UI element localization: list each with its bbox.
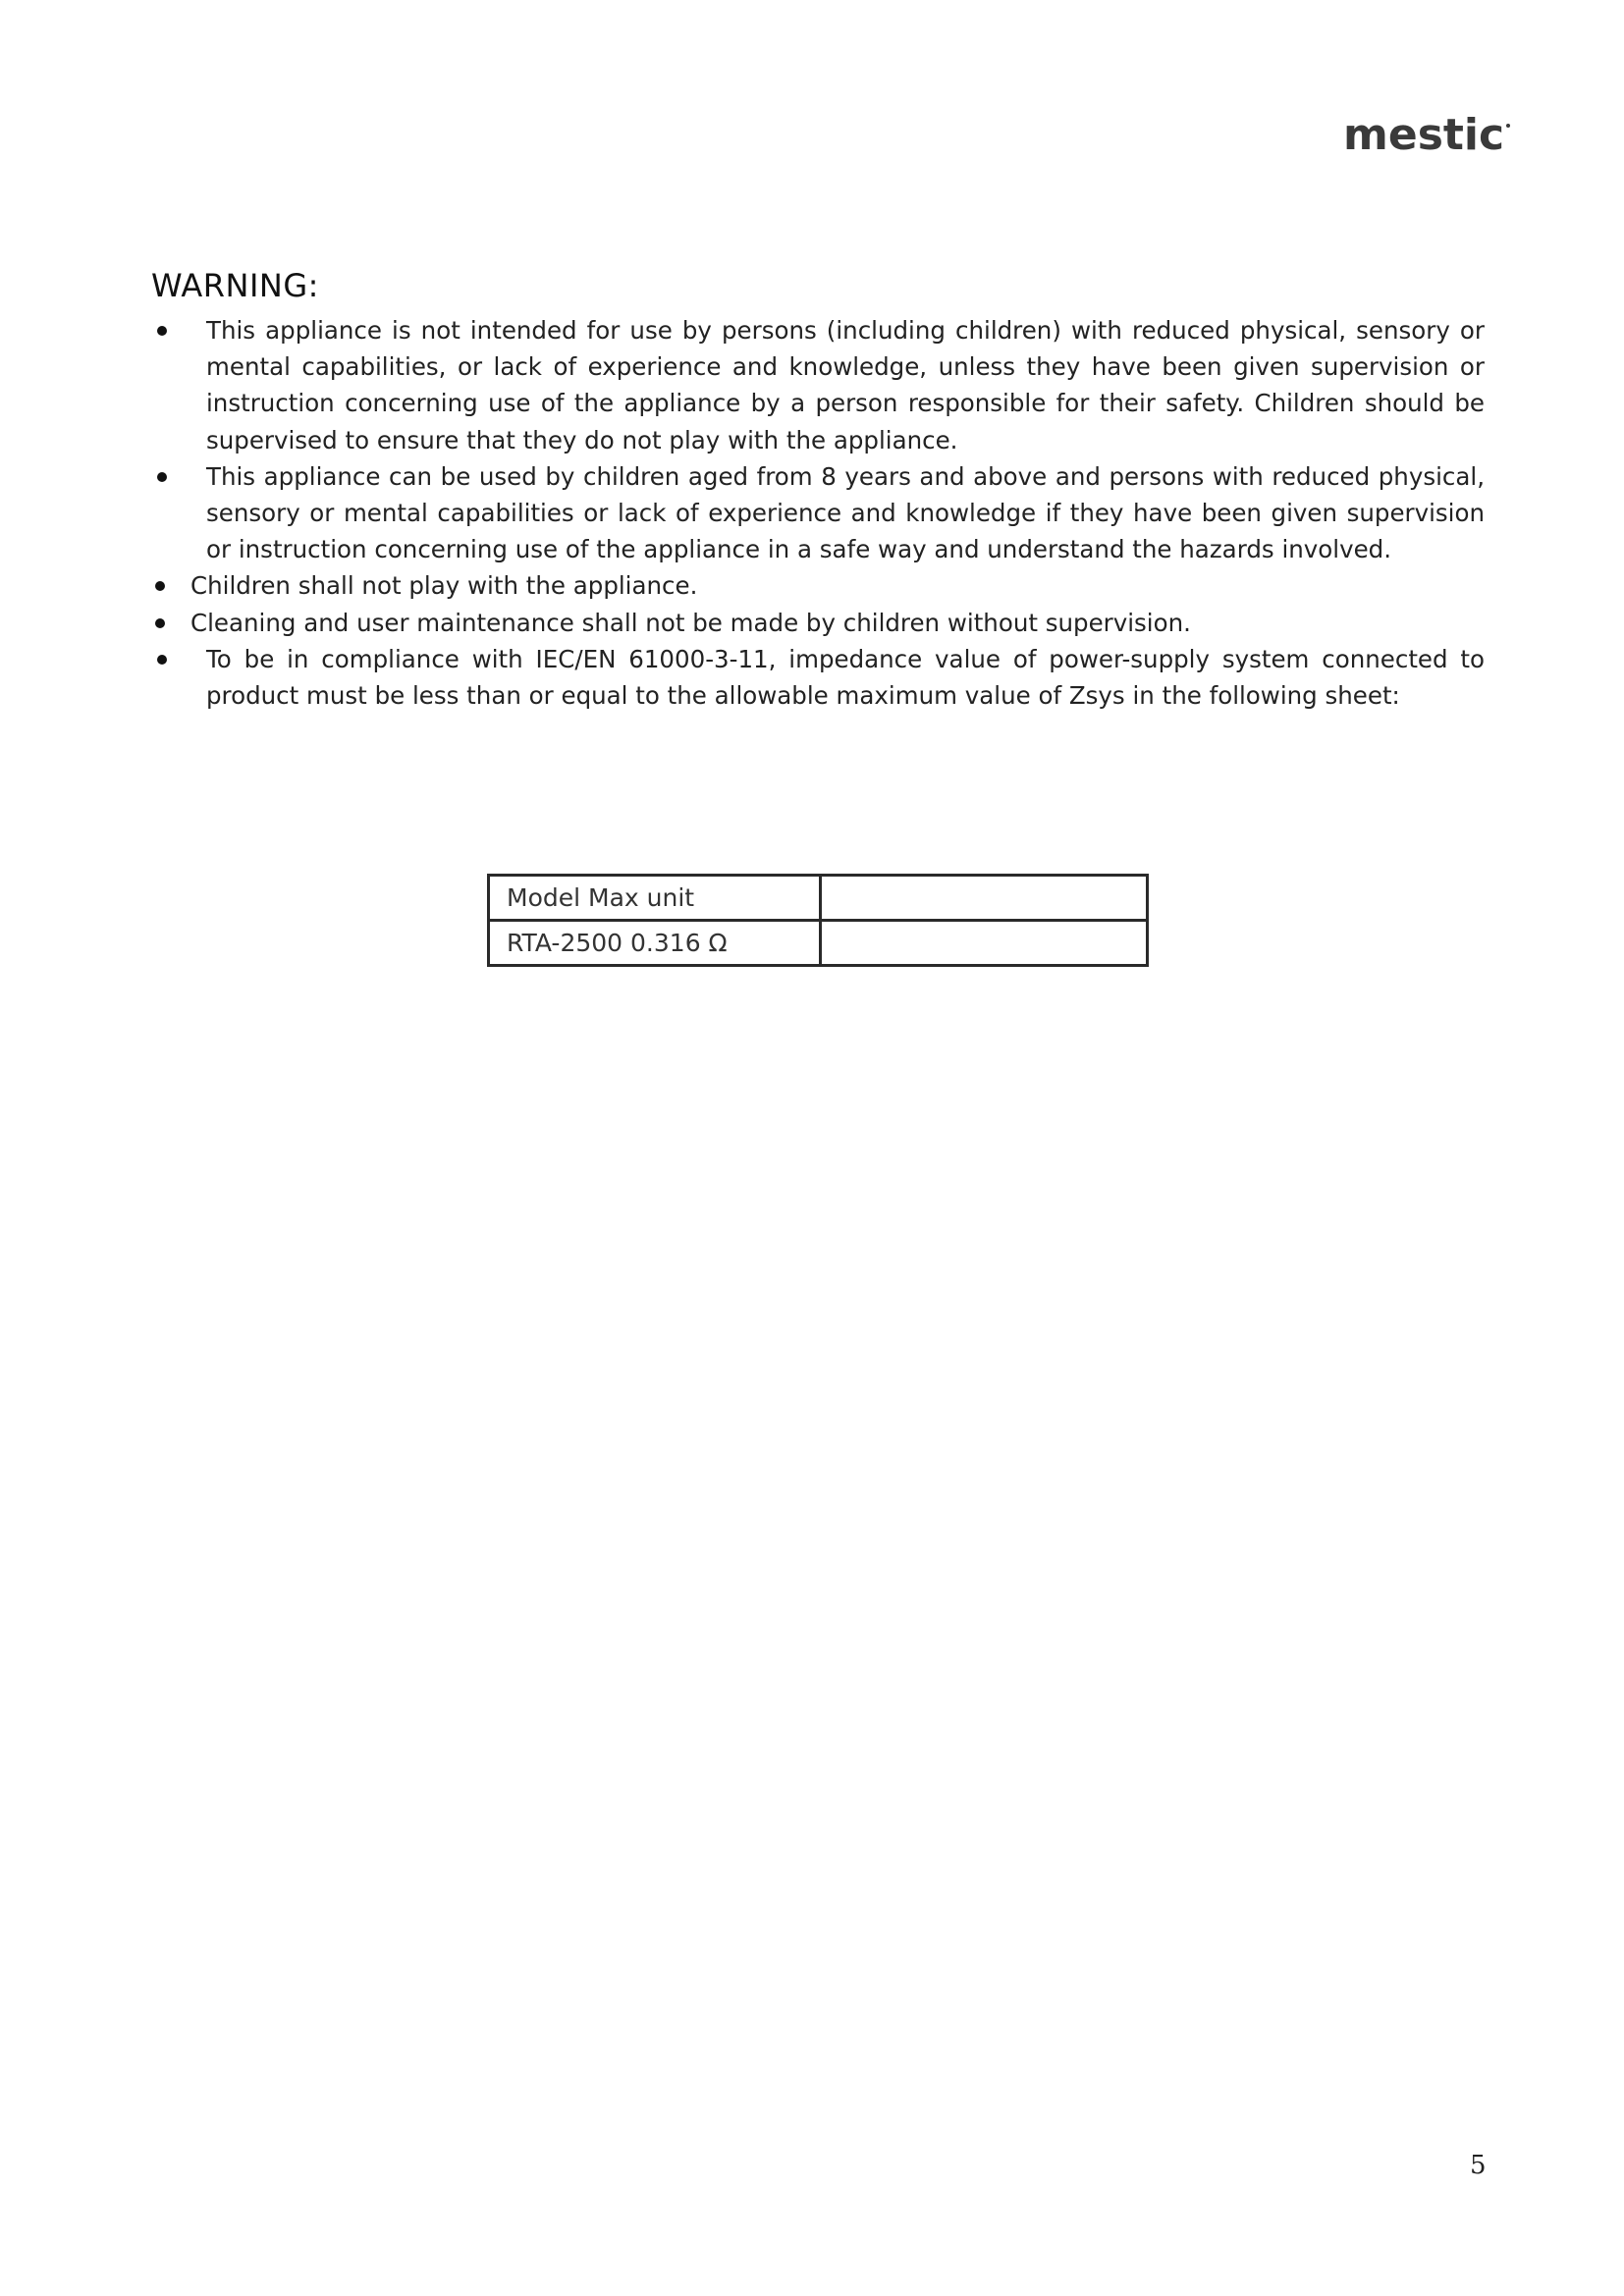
- list-item: [147, 567, 1485, 604]
- list-item: [147, 641, 1485, 714]
- brand-logo-text: mestic: [1343, 110, 1505, 160]
- logo-dot-icon: [1506, 124, 1510, 128]
- list-item-text: This appliance can be used by children aged from 8 years and above and persons with reduced physical, sensory or mental capabilities or lack of experience and knowledge if they have been given supervision or instruction concerning use of the appliance in a safe way and understand the hazards involved.: [206, 461, 1485, 564]
- table-row: [489, 876, 1148, 921]
- table-cell: [821, 921, 1148, 966]
- list-item: [147, 458, 1485, 568]
- warning-heading: WARNING:: [151, 267, 319, 304]
- list-item: [147, 312, 1485, 458]
- list-item: [147, 605, 1485, 641]
- page-number: 5: [1470, 2151, 1487, 2180]
- warning-list: [147, 312, 1485, 714]
- table-row: [489, 921, 1148, 966]
- table-cell: RTA-2500 0.316 Ω: [489, 921, 821, 966]
- table-cell: [821, 876, 1148, 921]
- brand-logo: [1343, 110, 1510, 160]
- bullet-icon: [155, 618, 165, 628]
- table-cell: Model Max unit: [489, 876, 821, 921]
- bullet-icon: [155, 581, 165, 591]
- bullet-icon: [157, 655, 167, 665]
- list-item-text: Cleaning and user maintenance shall not be made by children without supervision.: [190, 608, 1191, 637]
- list-item-text: This appliance is not intended for use by persons (including children) with reduced physical, sensory or mental capabilities, or lack of experience and knowledge, unless they have been given supervision or instruction concerning use of the appliance by a person responsible for their safety. Children should be supervised to ensure that they do not play with the appliance.: [206, 316, 1485, 454]
- bullet-icon: [157, 326, 167, 336]
- impedance-table: [487, 874, 1149, 967]
- list-item-text: To be in compliance with IEC/EN 61000-3-11, impedance value of power-supply system connected to product must be less than or equal to the allowable maximum value of Zsys in the following sheet:: [206, 644, 1485, 711]
- bullet-icon: [157, 472, 167, 482]
- list-item-text: Children shall not play with the appliance.: [190, 571, 698, 601]
